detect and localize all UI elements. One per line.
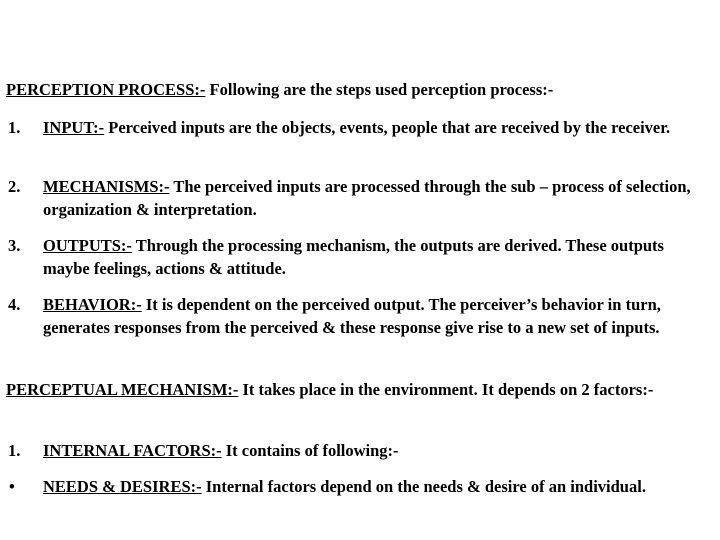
internal-factors-text: It contains of following:- (221, 441, 399, 460)
internal-factors-item (6, 439, 712, 462)
step-label: OUTPUTS:- (43, 236, 132, 255)
step-number: 4. (8, 295, 21, 314)
needs-desires-item (6, 475, 712, 498)
perception-process-text: Following are the steps used perception process:- (205, 80, 554, 99)
step-number: 2. (8, 177, 21, 196)
needs-desires-label: NEEDS & DESIRES:- (43, 477, 202, 496)
step-input (6, 116, 712, 139)
item-number: 1. (8, 441, 21, 460)
step-text: Perceived inputs are the objects, events, people that are received by the receiver. (104, 118, 671, 137)
step-text: It is dependent on the perceived output. The perceiver’s behavior in turn, generates responses from the perceived & these response give rise to a new set of inputs. (43, 295, 661, 337)
perception-process-heading (6, 78, 712, 101)
step-label: BEHAVIOR:- (43, 295, 142, 314)
step-text: The perceived inputs are processed through the sub – process of selection, organization & interpretation. (43, 177, 691, 219)
step-text: Through the processing mechanism, the outputs are derived. These outputs maybe feelings, actions & attitude. (43, 236, 664, 278)
step-outputs (6, 234, 712, 280)
needs-desires-text: Internal factors depend on the needs & desire of an individual. (201, 477, 646, 496)
step-mechanisms (6, 175, 712, 221)
step-number: 3. (8, 236, 21, 255)
perception-process-label: PERCEPTION PROCESS:- (6, 80, 206, 99)
internal-factors-label: INTERNAL FACTORS:- (43, 441, 222, 460)
perceptual-mechanism-label: PERCEPTUAL MECHANISM:- (6, 380, 239, 399)
step-label: INPUT:- (43, 118, 105, 137)
step-number: 1. (8, 118, 21, 137)
perceptual-mechanism-heading (6, 378, 712, 401)
bullet-icon: • (9, 477, 15, 496)
step-behavior (6, 293, 712, 339)
perceptual-mechanism-text: It takes place in the environment. It depends on 2 factors:- (238, 380, 654, 399)
step-label: MECHANISMS:- (43, 177, 170, 196)
